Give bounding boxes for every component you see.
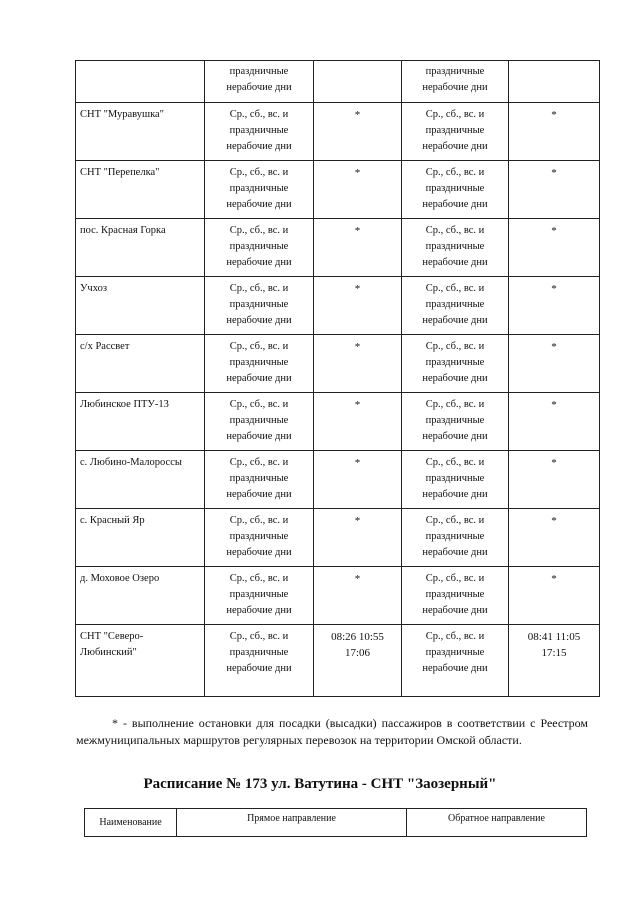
table-row <box>76 451 600 509</box>
reverse-times-cell: * <box>509 335 600 393</box>
header-reverse: Обратное направление <box>407 809 587 837</box>
reverse-days-cell: Ср., сб., вс. и праздничные нерабочие дни <box>402 103 509 161</box>
direct-times-cell: * <box>314 219 402 277</box>
reverse-days-cell: Ср., сб., вс. и праздничные нерабочие дни <box>402 625 509 697</box>
reverse-times-cell: * <box>509 103 600 161</box>
reverse-times-cell: * <box>509 219 600 277</box>
table-row <box>76 393 600 451</box>
reverse-days-cell: Ср., сб., вс. и праздничные нерабочие дни <box>402 161 509 219</box>
stop-name-cell: СНТ "Северо- Любинский" <box>76 625 205 697</box>
reverse-times-cell: * <box>509 277 600 335</box>
direct-times-cell: * <box>314 335 402 393</box>
direct-times-cell: * <box>314 277 402 335</box>
table-row <box>76 61 600 103</box>
reverse-times-cell: 08:41 11:05 17:15 <box>509 625 600 697</box>
direct-days-cell: Ср., сб., вс. и праздничные нерабочие дни <box>205 393 314 451</box>
reverse-days-cell: Ср., сб., вс. и праздничные нерабочие дни <box>402 509 509 567</box>
stop-name-cell: Любинское ПТУ-13 <box>76 393 205 451</box>
table-row <box>76 509 600 567</box>
direct-days-cell: Ср., сб., вс. и праздничные нерабочие дни <box>205 219 314 277</box>
direct-times-cell: * <box>314 451 402 509</box>
reverse-times-cell: * <box>509 451 600 509</box>
table-row <box>76 103 600 161</box>
reverse-days-cell: Ср., сб., вс. и праздничные нерабочие дни <box>402 451 509 509</box>
direct-days-cell: Ср., сб., вс. и праздничные нерабочие дни <box>205 103 314 161</box>
table-row <box>76 567 600 625</box>
direct-days-cell: Ср., сб., вс. и праздничные нерабочие дни <box>205 509 314 567</box>
table-row <box>76 625 600 697</box>
direct-days-cell: Ср., сб., вс. и праздничные нерабочие дни <box>205 567 314 625</box>
direct-times-cell <box>314 61 402 103</box>
reverse-times-cell: * <box>509 509 600 567</box>
direct-days-cell: Ср., сб., вс. и праздничные нерабочие дни <box>205 161 314 219</box>
stop-name-cell <box>76 61 205 103</box>
reverse-days-cell: праздничные нерабочие дни <box>402 61 509 103</box>
stop-name-cell: с. Любино-Малороссы <box>76 451 205 509</box>
reverse-days-cell: Ср., сб., вс. и праздничные нерабочие дни <box>402 219 509 277</box>
stop-name-cell: с/х Рассвет <box>76 335 205 393</box>
schedule2-header-table <box>84 808 587 837</box>
reverse-days-cell: Ср., сб., вс. и праздничные нерабочие дни <box>402 335 509 393</box>
stop-name-cell: пос. Красная Горка <box>76 219 205 277</box>
header-name: Наименование <box>85 809 177 837</box>
stop-name-cell: Учхоз <box>76 277 205 335</box>
schedule2-header-row <box>85 809 587 837</box>
schedule-table <box>75 60 600 697</box>
direct-times-cell: * <box>314 103 402 161</box>
direct-times-cell: * <box>314 393 402 451</box>
schedule-title: Расписание № 173 ул. Ватутина - СНТ "Заозерный" <box>143 776 497 792</box>
reverse-times-cell <box>509 61 600 103</box>
table-row <box>76 219 600 277</box>
reverse-days-cell: Ср., сб., вс. и праздничные нерабочие дни <box>402 277 509 335</box>
direct-days-cell: Ср., сб., вс. и праздничные нерабочие дни <box>205 451 314 509</box>
direct-days-cell: Ср., сб., вс. и праздничные нерабочие дни <box>205 277 314 335</box>
table-row <box>76 277 600 335</box>
table-row <box>76 161 600 219</box>
reverse-times-cell: * <box>509 393 600 451</box>
stop-name-cell: д. Моховое Озеро <box>76 567 205 625</box>
direct-times-cell: * <box>314 509 402 567</box>
direct-days-cell: праздничные нерабочие дни <box>205 61 314 103</box>
footnote <box>76 715 588 749</box>
footnote-text: * - выполнение остановки для посадки (высадки) пассажиров в соответствии с Реестром межмуниципальных маршрутов регулярных перевозок на территории Омской области. <box>76 716 588 747</box>
stop-name-cell: СНТ "Перепелка" <box>76 161 205 219</box>
reverse-times-cell: * <box>509 567 600 625</box>
direct-days-cell: Ср., сб., вс. и праздничные нерабочие дни <box>205 625 314 697</box>
reverse-times-cell: * <box>509 161 600 219</box>
header-direct: Прямое направление <box>177 809 407 837</box>
direct-times-cell: 08:26 10:55 17:06 <box>314 625 402 697</box>
schedule-table-body <box>76 61 600 697</box>
reverse-days-cell: Ср., сб., вс. и праздничные нерабочие дни <box>402 393 509 451</box>
direct-days-cell: Ср., сб., вс. и праздничные нерабочие дни <box>205 335 314 393</box>
table-row <box>76 335 600 393</box>
reverse-days-cell: Ср., сб., вс. и праздничные нерабочие дни <box>402 567 509 625</box>
direct-times-cell: * <box>314 161 402 219</box>
direct-times-cell: * <box>314 567 402 625</box>
stop-name-cell: СНТ "Муравушка" <box>76 103 205 161</box>
stop-name-cell: с. Красный Яр <box>76 509 205 567</box>
